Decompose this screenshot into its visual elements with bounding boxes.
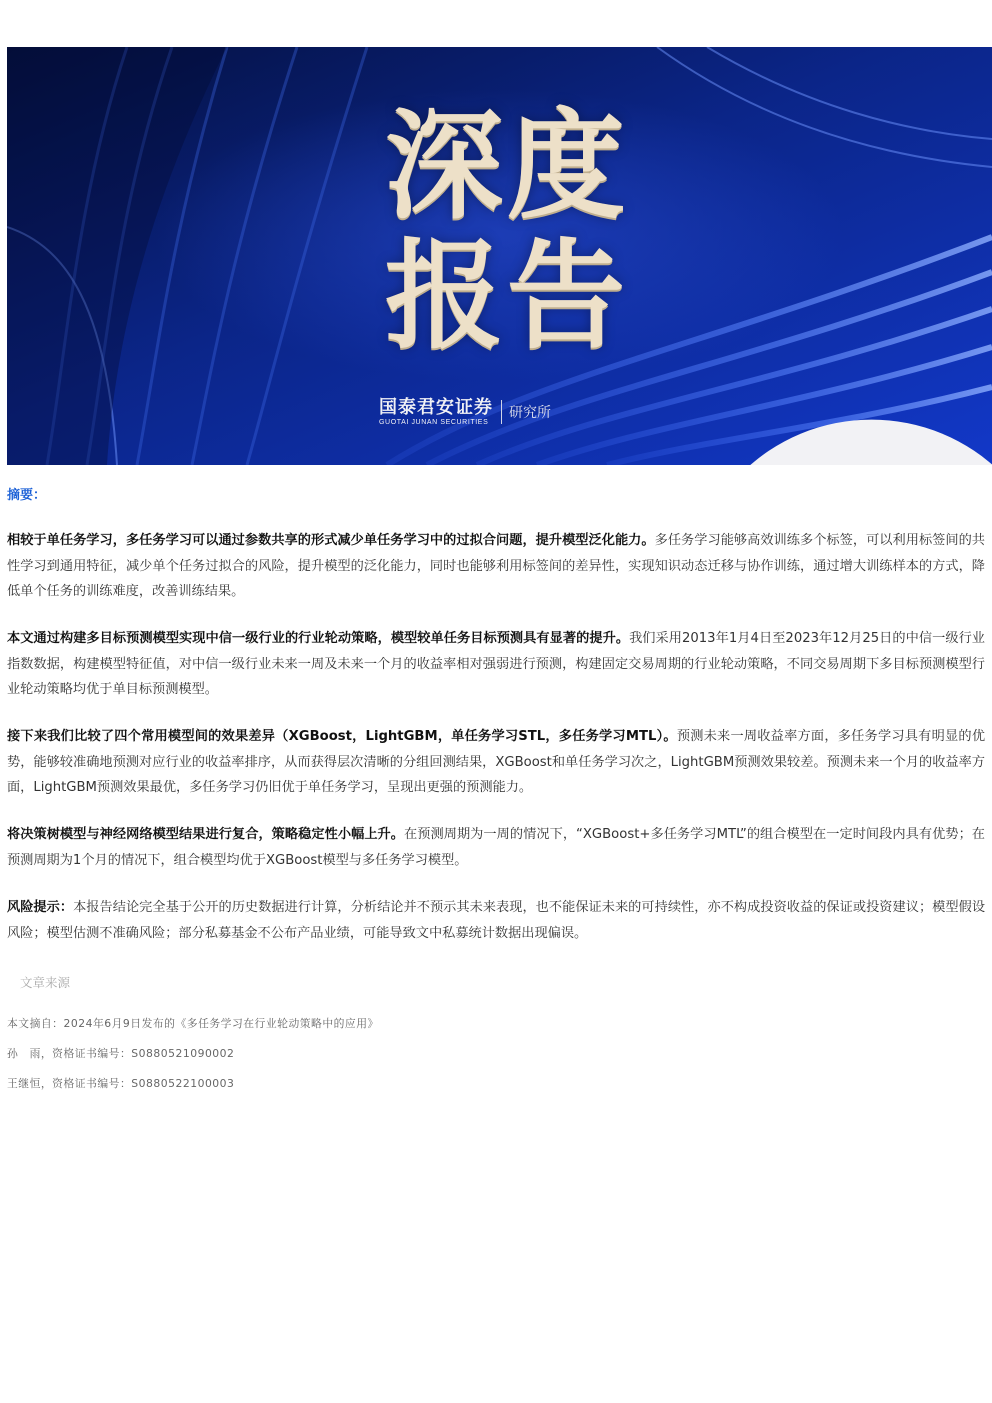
paragraph-4-body: 在预测周期为一周的情况下，“XGBoost+多任务学习MTL”的组合模型在一定时间段内具有优势；在预测周期为1个月的情况下，组合模型均优于XGBoost模型与多任务学习模型。 [7,827,985,868]
logo-company-name: 国泰君安证券 [379,396,493,418]
paragraph-2-body: 我们采用2013年1月4日至2023年12月25日的中信一级行业指数数据，构建模型特征值，对中信一级行业未来一周及未来一个月的收益率相对强弱进行预测，构建固定交易周期的行业轮动策略，不同交易周期下多目标预测模型行业轮动策略均优于单目标预测模型。 [7,631,985,697]
guotai-junan-logo-icon [379,395,992,465]
banner-title-line2: 报告 [385,226,630,365]
summary-paragraph-1 [7,528,985,605]
paragraph-1-lead: 相较于单任务学习，多任务学习可以通过参数共享的形式减少单任务学习中的过拟合问题，提升模型泛化能力。 [7,533,655,548]
paragraph-4-lead: 将决策树模型与神经网络模型结果进行复合，策略稳定性小幅上升。 [7,827,405,842]
author-1: 孙 雨，资格证书编号：S0880521090002 [7,1047,235,1060]
summary-heading: 摘要： [7,488,47,503]
report-banner [7,47,992,465]
company-logo [379,395,551,429]
paragraph-2-lead: 本文通过构建多目标预测模型实现中信一级行业的行业轮动策略，模型较单任务目标预测具有显著的提升。 [7,631,630,646]
paragraph-3-lead: 接下来我们比较了四个常用模型间的效果差异（XGBoost，LightGBM，单任务学习STL，多任务学习MTL）。 [7,729,677,744]
article [7,47,986,1090]
article-source-label: 文章来源 [20,975,71,990]
banner-title [385,96,635,365]
summary-paragraph-4 [7,822,985,873]
author-2: 王继恒，资格证书编号：S0880522100003 [7,1077,235,1090]
risk-warning-body: 本报告结论完全基于公开的历史数据进行计算，分析结论并不预示其未来表现，也不能保证未来的可持续性，亦不构成投资收益的保证或投资建议；模型假设风险；模型估测不准确风险；部分私募基金不公布产品业绩，可能导致文中私募统计数据出现偏误。 [7,900,986,941]
banner-title-line1: 深度 [385,96,630,235]
excerpt-note: 本文摘自：2024年6月9日发布的《多任务学习在行业轮动策略中的应用》 [7,1017,379,1030]
logo-department: 研究所 [509,405,551,421]
risk-warning [7,895,985,946]
summary-paragraph-2 [7,626,985,703]
paragraph-3-body: 预测未来一周收益率方面，多任务学习具有明显的优势，能够较准确地预测对应行业的收益率排序，从而获得层次清晰的分组回测结果，XGBoost和单任务学习次之，LightGBM预测效果较差。预测未来一个月的收益率方面，LightGBM预测效果最优，多任务学习仍旧优于单任务学习，呈现出更强的预测能力。 [7,729,986,795]
summary-paragraph-3 [7,724,985,801]
risk-warning-label: 风险提示： [7,900,74,915]
paragraph-1-body: 多任务学习能够高效训练多个标签，可以利用标签间的共性学习到通用特征，减少单个任务过拟合的风险，提升模型的泛化能力，同时也能够利用标签间的差异性，实现知识动态迁移与协作训练，通过增大训练样本的方式，降低单个任务的训练难度，改善训练结果。 [7,533,985,599]
logo-company-name-en: GUOTAI JUNAN SECURITIES [379,418,489,426]
